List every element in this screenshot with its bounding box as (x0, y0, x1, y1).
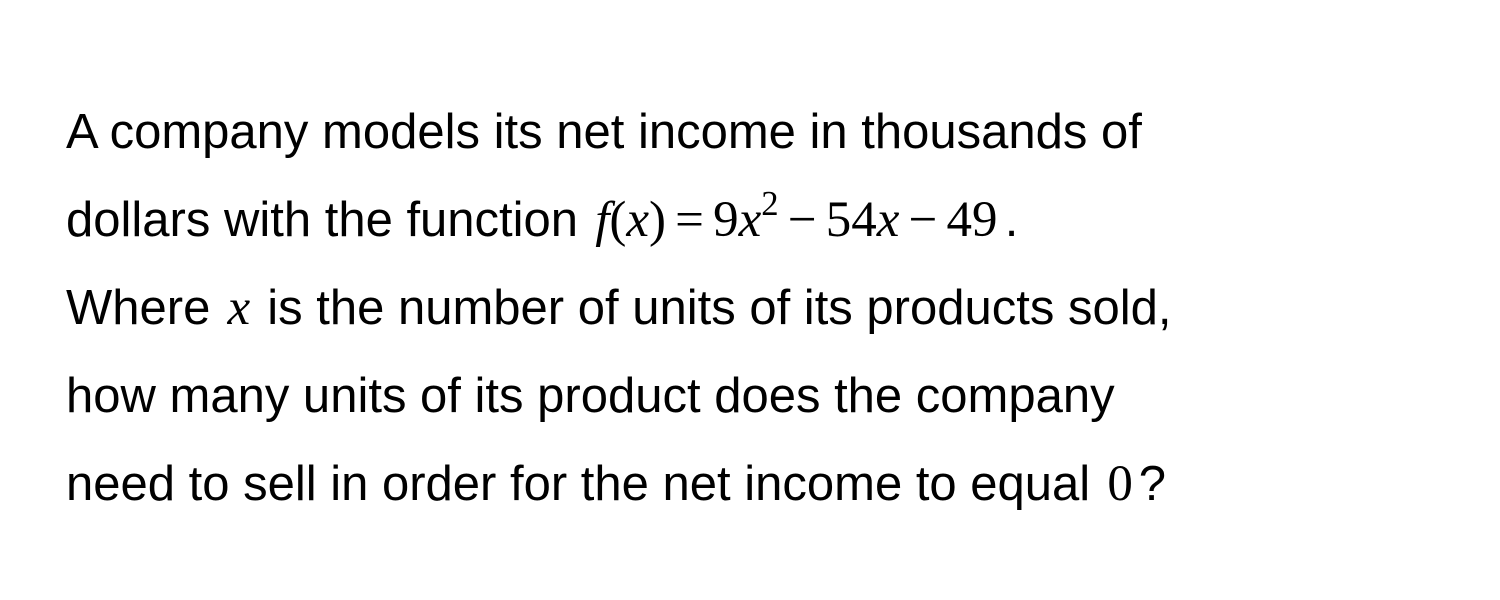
question-line-3-end: is the number of units of its products sold, (267, 281, 1172, 335)
linear-variable: x (876, 192, 900, 248)
variable-x (227, 280, 250, 336)
equals-sign: = (675, 192, 704, 248)
constant-term: 49 (946, 192, 998, 248)
question-line-1 (66, 88, 1476, 176)
question-line-2 (66, 176, 1476, 264)
question-line-1-text: A company models its net income in thousands of (66, 105, 1142, 159)
question-line-5-text: need to sell in order for the net income to equal (66, 457, 1091, 511)
question-line-2-period: . (1004, 193, 1019, 247)
coefficient-b: 54 (825, 192, 877, 248)
function-variable: x (626, 192, 649, 248)
coefficient-a: 9 (713, 192, 739, 248)
question-line-3-start: Where (66, 281, 211, 335)
minus-sign-1: − (787, 192, 817, 248)
question-line-5 (66, 440, 1476, 528)
question-line-3 (66, 264, 1476, 352)
function-name: f (595, 192, 610, 248)
left-paren: ( (609, 192, 627, 248)
function-equation (595, 184, 998, 248)
right-paren: ) (649, 192, 666, 248)
squared-variable: x (738, 192, 762, 248)
question-line-4 (66, 352, 1476, 440)
question-text (66, 88, 1476, 528)
variable-x-symbol: x (227, 280, 251, 336)
minus-sign-2: − (908, 192, 938, 248)
exponent: 2 (761, 184, 779, 224)
question-line-2-text: dollars with the function (66, 193, 579, 247)
question-mark: ? (1138, 457, 1166, 511)
question-line-4-text: how many units of its product does the company (66, 369, 1115, 423)
target-value: 0 (1107, 456, 1133, 512)
